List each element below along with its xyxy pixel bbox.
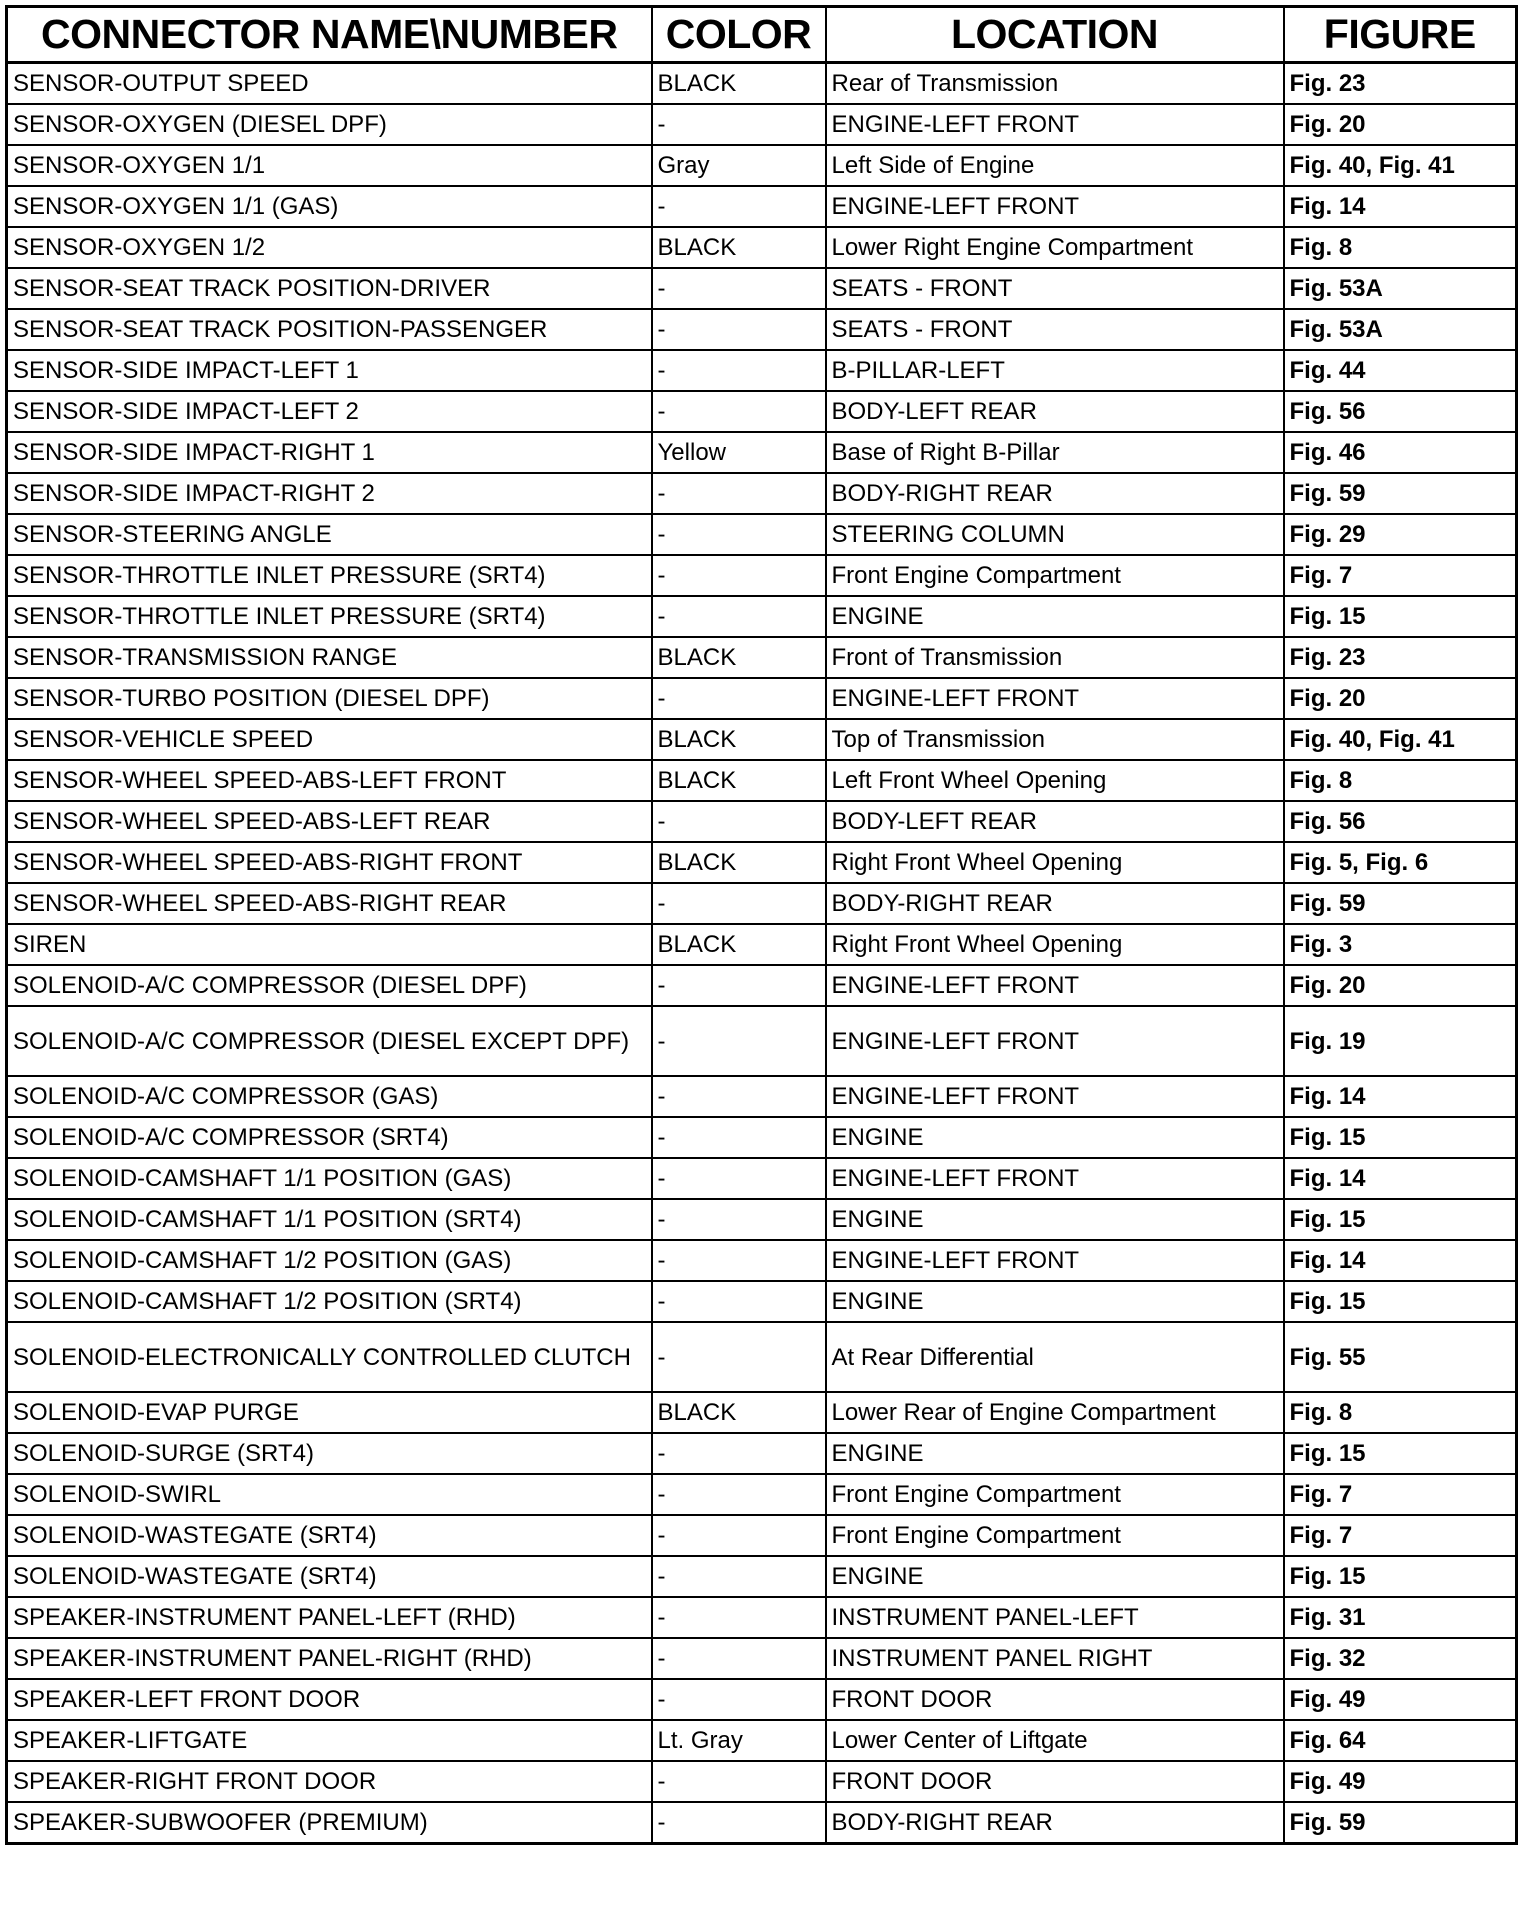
location-cell: Left Front Wheel Opening [826,760,1284,801]
location-cell: ENGINE [826,1199,1284,1240]
location-cell: Lower Right Engine Compartment [826,227,1284,268]
figure-cell: Fig. 20 [1284,678,1517,719]
table-row [7,1433,1517,1474]
figure-cell: Fig. 7 [1284,1515,1517,1556]
connector-name-cell: SOLENOID-A/C COMPRESSOR (SRT4) [7,1117,652,1158]
connector-name-cell: SENSOR-SIDE IMPACT-RIGHT 2 [7,473,652,514]
figure-cell: Fig. 14 [1284,1240,1517,1281]
table-row [7,1761,1517,1802]
connector-name-cell: SENSOR-OXYGEN 1/2 [7,227,652,268]
color-cell: - [652,596,826,637]
location-cell: ENGINE [826,1556,1284,1597]
connector-name-cell: SENSOR-OXYGEN 1/1 (GAS) [7,186,652,227]
figure-cell: Fig. 14 [1284,1076,1517,1117]
figure-cell: Fig. 5, Fig. 6 [1284,842,1517,883]
figure-cell: Fig. 64 [1284,1720,1517,1761]
location-cell: BODY-LEFT REAR [826,391,1284,432]
connector-name-cell: SENSOR-TURBO POSITION (DIESEL DPF) [7,678,652,719]
location-cell: Front of Transmission [826,637,1284,678]
location-cell: INSTRUMENT PANEL-LEFT [826,1597,1284,1638]
color-cell: - [652,1597,826,1638]
table-row [7,186,1517,227]
location-cell: Front Engine Compartment [826,555,1284,596]
table-row [7,1679,1517,1720]
connector-name-cell: SENSOR-THROTTLE INLET PRESSURE (SRT4) [7,555,652,596]
connector-name-cell: SENSOR-SIDE IMPACT-LEFT 2 [7,391,652,432]
location-cell: Right Front Wheel Opening [826,924,1284,965]
table-row [7,1474,1517,1515]
figure-cell: Fig. 8 [1284,760,1517,801]
connector-name-cell: SPEAKER-LIFTGATE [7,1720,652,1761]
figure-cell: Fig. 23 [1284,63,1517,105]
connector-name-cell: SENSOR-SIDE IMPACT-RIGHT 1 [7,432,652,473]
connector-name-cell: SOLENOID-A/C COMPRESSOR (DIESEL DPF) [7,965,652,1006]
color-cell: - [652,186,826,227]
location-cell: FRONT DOOR [826,1761,1284,1802]
color-cell: - [652,1076,826,1117]
location-cell: BODY-LEFT REAR [826,801,1284,842]
figure-cell: Fig. 14 [1284,1158,1517,1199]
connector-name-cell: SOLENOID-WASTEGATE (SRT4) [7,1515,652,1556]
figure-cell: Fig. 55 [1284,1322,1517,1392]
location-cell: SEATS - FRONT [826,268,1284,309]
table-row [7,965,1517,1006]
figure-cell: Fig. 59 [1284,473,1517,514]
connector-name-cell: SPEAKER-RIGHT FRONT DOOR [7,1761,652,1802]
table-row [7,227,1517,268]
connector-name-cell: SOLENOID-CAMSHAFT 1/1 POSITION (GAS) [7,1158,652,1199]
connector-name-cell: SOLENOID-CAMSHAFT 1/2 POSITION (SRT4) [7,1281,652,1322]
location-cell: BODY-RIGHT REAR [826,883,1284,924]
location-cell: BODY-RIGHT REAR [826,1802,1284,1844]
figure-cell: Fig. 49 [1284,1761,1517,1802]
figure-cell: Fig. 46 [1284,432,1517,473]
table-row [7,1006,1517,1076]
location-cell: FRONT DOOR [826,1679,1284,1720]
location-cell: ENGINE [826,1281,1284,1322]
connector-name-cell: SIREN [7,924,652,965]
location-cell: ENGINE-LEFT FRONT [826,678,1284,719]
color-cell: - [652,678,826,719]
figure-cell: Fig. 53A [1284,309,1517,350]
connector-name-cell: SOLENOID-ELECTRONICALLY CONTROLLED CLUTCH [7,1322,652,1392]
table-row [7,678,1517,719]
figure-cell: Fig. 19 [1284,1006,1517,1076]
color-cell: BLACK [652,719,826,760]
color-cell: - [652,1006,826,1076]
location-cell: ENGINE-LEFT FRONT [826,1158,1284,1199]
color-cell: - [652,514,826,555]
table-row [7,473,1517,514]
color-cell: BLACK [652,842,826,883]
color-cell: - [652,1802,826,1844]
color-cell: Yellow [652,432,826,473]
table-row [7,1117,1517,1158]
figure-cell: Fig. 59 [1284,1802,1517,1844]
color-cell: - [652,1433,826,1474]
table-row [7,883,1517,924]
figure-cell: Fig. 15 [1284,1433,1517,1474]
table-row [7,63,1517,105]
color-cell: - [652,473,826,514]
table-row [7,1556,1517,1597]
table-row [7,145,1517,186]
color-cell: - [652,801,826,842]
figure-cell: Fig. 40, Fig. 41 [1284,145,1517,186]
figure-cell: Fig. 20 [1284,104,1517,145]
location-cell: SEATS - FRONT [826,309,1284,350]
color-cell: - [652,1322,826,1392]
table-row [7,391,1517,432]
figure-cell: Fig. 15 [1284,1199,1517,1240]
figure-cell: Fig. 7 [1284,1474,1517,1515]
location-cell: Top of Transmission [826,719,1284,760]
table-row [7,514,1517,555]
table-row [7,1158,1517,1199]
figure-cell: Fig. 15 [1284,1281,1517,1322]
table-body [7,63,1517,1844]
figure-cell: Fig. 56 [1284,801,1517,842]
figure-cell: Fig. 40, Fig. 41 [1284,719,1517,760]
location-cell: INSTRUMENT PANEL RIGHT [826,1638,1284,1679]
figure-cell: Fig. 15 [1284,596,1517,637]
table-row [7,432,1517,473]
location-cell: ENGINE [826,1117,1284,1158]
connector-name-cell: SPEAKER-INSTRUMENT PANEL-LEFT (RHD) [7,1597,652,1638]
connector-name-cell: SOLENOID-A/C COMPRESSOR (GAS) [7,1076,652,1117]
color-cell: Gray [652,145,826,186]
connector-name-cell: SENSOR-SEAT TRACK POSITION-PASSENGER [7,309,652,350]
figure-cell: Fig. 15 [1284,1556,1517,1597]
color-cell: - [652,104,826,145]
table-row [7,1281,1517,1322]
location-cell: ENGINE-LEFT FRONT [826,1240,1284,1281]
connector-name-cell: SENSOR-OUTPUT SPEED [7,63,652,105]
figure-cell: Fig. 20 [1284,965,1517,1006]
table-row [7,924,1517,965]
table-row [7,1392,1517,1433]
location-cell: ENGINE [826,596,1284,637]
location-cell: STEERING COLUMN [826,514,1284,555]
table-row [7,1597,1517,1638]
header-connector-name: CONNECTOR NAME\NUMBER [7,7,652,63]
location-cell: ENGINE-LEFT FRONT [826,1006,1284,1076]
color-cell: Lt. Gray [652,1720,826,1761]
connector-name-cell: SENSOR-THROTTLE INLET PRESSURE (SRT4) [7,596,652,637]
color-cell: - [652,1240,826,1281]
connector-name-cell: SPEAKER-SUBWOOFER (PREMIUM) [7,1802,652,1844]
connector-name-cell: SENSOR-SEAT TRACK POSITION-DRIVER [7,268,652,309]
connector-name-cell: SENSOR-STEERING ANGLE [7,514,652,555]
figure-cell: Fig. 59 [1284,883,1517,924]
color-cell: - [652,555,826,596]
location-cell: ENGINE-LEFT FRONT [826,104,1284,145]
connector-name-cell: SPEAKER-LEFT FRONT DOOR [7,1679,652,1720]
color-cell: - [652,268,826,309]
connector-name-cell: SOLENOID-WASTEGATE (SRT4) [7,1556,652,1597]
location-cell: B-PILLAR-LEFT [826,350,1284,391]
table-row [7,1240,1517,1281]
header-figure: FIGURE [1284,7,1517,63]
color-cell: - [652,1281,826,1322]
color-cell: BLACK [652,227,826,268]
location-cell: Front Engine Compartment [826,1474,1284,1515]
color-cell: - [652,1158,826,1199]
table-row [7,1515,1517,1556]
location-cell: Rear of Transmission [826,63,1284,105]
location-cell: Lower Center of Liftgate [826,1720,1284,1761]
location-cell: Front Engine Compartment [826,1515,1284,1556]
color-cell: - [652,1761,826,1802]
location-cell: Left Side of Engine [826,145,1284,186]
location-cell: ENGINE-LEFT FRONT [826,1076,1284,1117]
connector-name-cell: SOLENOID-SURGE (SRT4) [7,1433,652,1474]
figure-cell: Fig. 7 [1284,555,1517,596]
table-row [7,596,1517,637]
color-cell: - [652,883,826,924]
figure-cell: Fig. 8 [1284,1392,1517,1433]
figure-cell: Fig. 44 [1284,350,1517,391]
connector-name-cell: SENSOR-TRANSMISSION RANGE [7,637,652,678]
table-row [7,555,1517,596]
table-row [7,268,1517,309]
location-cell: At Rear Differential [826,1322,1284,1392]
location-cell: BODY-RIGHT REAR [826,473,1284,514]
connector-table [5,5,1518,1845]
color-cell: BLACK [652,637,826,678]
table-row [7,637,1517,678]
connector-name-cell: SOLENOID-EVAP PURGE [7,1392,652,1433]
table-row [7,760,1517,801]
figure-cell: Fig. 31 [1284,1597,1517,1638]
color-cell: - [652,1117,826,1158]
connector-name-cell: SENSOR-SIDE IMPACT-LEFT 1 [7,350,652,391]
location-cell: Base of Right B-Pillar [826,432,1284,473]
table-row [7,1720,1517,1761]
figure-cell: Fig. 23 [1284,637,1517,678]
header-row [7,7,1517,63]
table-row [7,801,1517,842]
color-cell: - [652,1679,826,1720]
figure-cell: Fig. 14 [1284,186,1517,227]
table-row [7,1076,1517,1117]
color-cell: BLACK [652,760,826,801]
table-header [7,7,1517,63]
location-cell: Right Front Wheel Opening [826,842,1284,883]
location-cell: Lower Rear of Engine Compartment [826,1392,1284,1433]
color-cell: - [652,350,826,391]
figure-cell: Fig. 49 [1284,1679,1517,1720]
connector-name-cell: SENSOR-WHEEL SPEED-ABS-LEFT REAR [7,801,652,842]
figure-cell: Fig. 29 [1284,514,1517,555]
location-cell: ENGINE [826,1433,1284,1474]
table-row [7,1199,1517,1240]
color-cell: BLACK [652,924,826,965]
color-cell: - [652,309,826,350]
color-cell: BLACK [652,1392,826,1433]
figure-cell: Fig. 56 [1284,391,1517,432]
table-row [7,719,1517,760]
table-row [7,1802,1517,1844]
table-row [7,1322,1517,1392]
color-cell: - [652,1556,826,1597]
connector-name-cell: SENSOR-WHEEL SPEED-ABS-LEFT FRONT [7,760,652,801]
color-cell: - [652,1515,826,1556]
figure-cell: Fig. 15 [1284,1117,1517,1158]
color-cell: - [652,1474,826,1515]
connector-name-cell: SENSOR-WHEEL SPEED-ABS-RIGHT REAR [7,883,652,924]
connector-name-cell: SOLENOID-A/C COMPRESSOR (DIESEL EXCEPT DPF) [7,1006,652,1076]
table-row [7,309,1517,350]
color-cell: - [652,1638,826,1679]
connector-name-cell: SOLENOID-CAMSHAFT 1/1 POSITION (SRT4) [7,1199,652,1240]
color-cell: - [652,965,826,1006]
color-cell: - [652,1199,826,1240]
connector-name-cell: SOLENOID-SWIRL [7,1474,652,1515]
connector-name-cell: SENSOR-OXYGEN (DIESEL DPF) [7,104,652,145]
color-cell: BLACK [652,63,826,105]
connector-name-cell: SENSOR-WHEEL SPEED-ABS-RIGHT FRONT [7,842,652,883]
connector-name-cell: SENSOR-OXYGEN 1/1 [7,145,652,186]
table-row [7,842,1517,883]
connector-name-cell: SPEAKER-INSTRUMENT PANEL-RIGHT (RHD) [7,1638,652,1679]
figure-cell: Fig. 3 [1284,924,1517,965]
location-cell: ENGINE-LEFT FRONT [826,965,1284,1006]
figure-cell: Fig. 53A [1284,268,1517,309]
figure-cell: Fig. 32 [1284,1638,1517,1679]
table-row [7,350,1517,391]
table-row [7,104,1517,145]
header-location: LOCATION [826,7,1284,63]
color-cell: - [652,391,826,432]
location-cell: ENGINE-LEFT FRONT [826,186,1284,227]
connector-name-cell: SENSOR-VEHICLE SPEED [7,719,652,760]
header-color: COLOR [652,7,826,63]
figure-cell: Fig. 8 [1284,227,1517,268]
connector-name-cell: SOLENOID-CAMSHAFT 1/2 POSITION (GAS) [7,1240,652,1281]
table-row [7,1638,1517,1679]
